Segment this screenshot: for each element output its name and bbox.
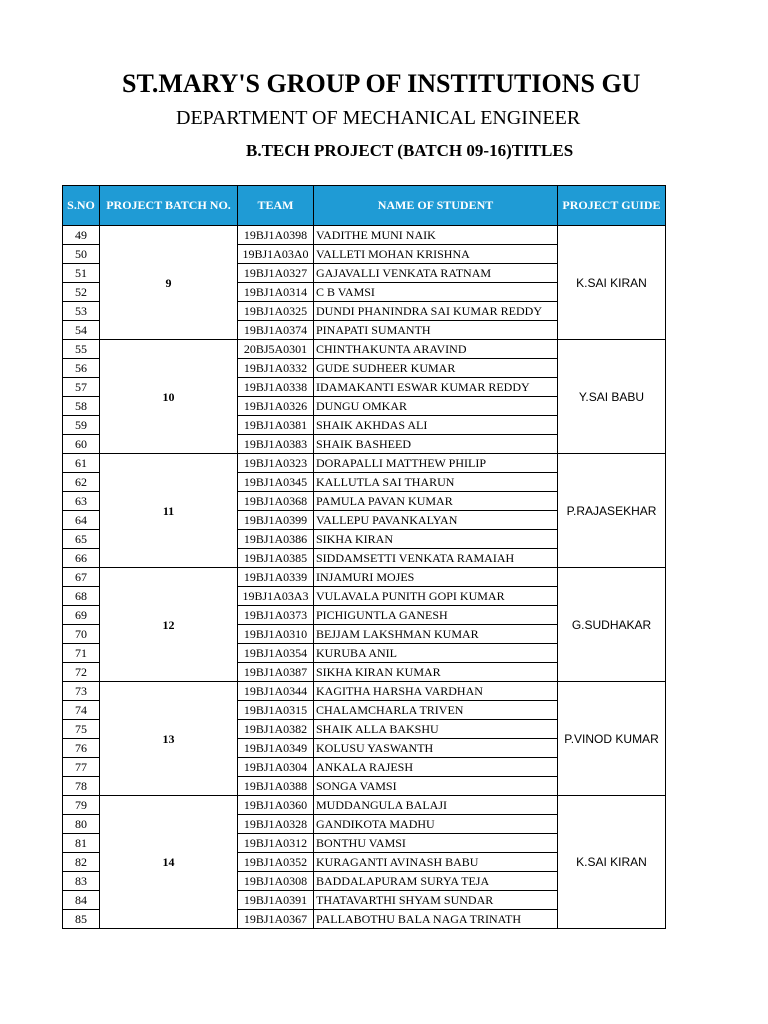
batch-number-cell: 11	[100, 454, 238, 568]
student-name-cell: KOLUSU YASWANTH	[314, 739, 558, 758]
serial-number-cell: 65	[63, 530, 100, 549]
serial-number-cell: 56	[63, 359, 100, 378]
roll-number-cell: 19BJ1A0381	[238, 416, 314, 435]
student-name-cell: ANKALA RAJESH	[314, 758, 558, 777]
student-name-cell: DUNGU OMKAR	[314, 397, 558, 416]
roll-number-cell: 19BJ1A0312	[238, 834, 314, 853]
student-name-cell: KURUBA ANIL	[314, 644, 558, 663]
roll-number-cell: 19BJ1A0360	[238, 796, 314, 815]
student-name-cell: VULAVALA PUNITH GOPI KUMAR	[314, 587, 558, 606]
serial-number-cell: 54	[63, 321, 100, 340]
serial-number-cell: 84	[63, 891, 100, 910]
batch-number-cell: 10	[100, 340, 238, 454]
serial-number-cell: 78	[63, 777, 100, 796]
student-name-cell: PAMULA PAVAN KUMAR	[314, 492, 558, 511]
table-row	[63, 226, 666, 245]
roll-number-cell: 19BJ1A0326	[238, 397, 314, 416]
student-name-cell: SIKHA KIRAN	[314, 530, 558, 549]
serial-number-cell: 49	[63, 226, 100, 245]
student-name-cell: VADITHE MUNI NAIK	[314, 226, 558, 245]
student-name-cell: PALLABOTHU BALA NAGA TRINATH	[314, 910, 558, 929]
serial-number-cell: 68	[63, 587, 100, 606]
roll-number-cell: 19BJ1A0387	[238, 663, 314, 682]
serial-number-cell: 52	[63, 283, 100, 302]
serial-number-cell: 74	[63, 701, 100, 720]
column-header-batch: PROJECT BATCH NO.	[100, 186, 238, 226]
roll-number-cell: 19BJ1A03A0	[238, 245, 314, 264]
serial-number-cell: 83	[63, 872, 100, 891]
student-name-cell: BADDALAPURAM SURYA TEJA	[314, 872, 558, 891]
serial-number-cell: 70	[63, 625, 100, 644]
serial-number-cell: 80	[63, 815, 100, 834]
serial-number-cell: 62	[63, 473, 100, 492]
student-name-cell: GUDE SUDHEER KUMAR	[314, 359, 558, 378]
student-name-cell: MUDDANGULA BALAJI	[314, 796, 558, 815]
serial-number-cell: 63	[63, 492, 100, 511]
student-name-cell: SONGA VAMSI	[314, 777, 558, 796]
roll-number-cell: 19BJ1A03A3	[238, 587, 314, 606]
serial-number-cell: 51	[63, 264, 100, 283]
roll-number-cell: 19BJ1A0367	[238, 910, 314, 929]
column-header-sno: S.NO	[63, 186, 100, 226]
roll-number-cell: 19BJ1A0398	[238, 226, 314, 245]
batch-number-cell: 14	[100, 796, 238, 929]
serial-number-cell: 72	[63, 663, 100, 682]
student-name-cell: GANDIKOTA MADHU	[314, 815, 558, 834]
serial-number-cell: 58	[63, 397, 100, 416]
roll-number-cell: 19BJ1A0310	[238, 625, 314, 644]
project-sheet	[62, 185, 667, 945]
serial-number-cell: 57	[63, 378, 100, 397]
serial-number-cell: 75	[63, 720, 100, 739]
roll-number-cell: 19BJ1A0386	[238, 530, 314, 549]
serial-number-cell: 73	[63, 682, 100, 701]
project-guide-cell: P.RAJASEKHAR	[558, 454, 666, 568]
column-header-name: NAME OF STUDENT	[314, 186, 558, 226]
serial-number-cell: 77	[63, 758, 100, 777]
student-name-cell: GAJAVALLI VENKATA RATNAM	[314, 264, 558, 283]
serial-number-cell: 82	[63, 853, 100, 872]
table-row	[63, 340, 666, 359]
roll-number-cell: 19BJ1A0314	[238, 283, 314, 302]
batch-number-cell: 12	[100, 568, 238, 682]
project-guide-cell: Y.SAI BABU	[558, 340, 666, 454]
department-title: DEPARTMENT OF MECHANICAL ENGINEER	[176, 107, 581, 129]
student-name-cell: THATAVARTHI SHYAM SUNDAR	[314, 891, 558, 910]
roll-number-cell: 19BJ1A0323	[238, 454, 314, 473]
serial-number-cell: 67	[63, 568, 100, 587]
student-name-cell: C B VAMSI	[314, 283, 558, 302]
serial-number-cell: 76	[63, 739, 100, 758]
table-body	[63, 226, 666, 929]
roll-number-cell: 19BJ1A0327	[238, 264, 314, 283]
roll-number-cell: 19BJ1A0383	[238, 435, 314, 454]
roll-number-cell: 19BJ1A0368	[238, 492, 314, 511]
project-table	[62, 185, 666, 929]
roll-number-cell: 19BJ1A0373	[238, 606, 314, 625]
roll-number-cell: 20BJ5A0301	[238, 340, 314, 359]
project-guide-cell: K.SAI KIRAN	[558, 796, 666, 929]
student-name-cell: BEJJAM LAKSHMAN KUMAR	[314, 625, 558, 644]
student-name-cell: SIKHA KIRAN KUMAR	[314, 663, 558, 682]
column-header-team: TEAM	[238, 186, 314, 226]
student-name-cell: PINAPATI SUMANTH	[314, 321, 558, 340]
roll-number-cell: 19BJ1A0345	[238, 473, 314, 492]
student-name-cell: VALLETI MOHAN KRISHNA	[314, 245, 558, 264]
student-name-cell: BONTHU VAMSI	[314, 834, 558, 853]
student-name-cell: SHAIK ALLA BAKSHU	[314, 720, 558, 739]
student-name-cell: SIDDAMSETTI VENKATA RAMAIAH	[314, 549, 558, 568]
student-name-cell: PICHIGUNTLA GANESH	[314, 606, 558, 625]
roll-number-cell: 19BJ1A0332	[238, 359, 314, 378]
serial-number-cell: 79	[63, 796, 100, 815]
roll-number-cell: 19BJ1A0304	[238, 758, 314, 777]
column-header-guide: PROJECT GUIDE	[558, 186, 666, 226]
serial-number-cell: 64	[63, 511, 100, 530]
serial-number-cell: 66	[63, 549, 100, 568]
student-name-cell: KURAGANTI AVINASH BABU	[314, 853, 558, 872]
student-name-cell: IDAMAKANTI ESWAR KUMAR REDDY	[314, 378, 558, 397]
student-name-cell: KAGITHA HARSHA VARDHAN	[314, 682, 558, 701]
roll-number-cell: 19BJ1A0388	[238, 777, 314, 796]
student-name-cell: CHINTHAKUNTA ARAVIND	[314, 340, 558, 359]
serial-number-cell: 85	[63, 910, 100, 929]
student-name-cell: DUNDI PHANINDRA SAI KUMAR REDDY	[314, 302, 558, 321]
table-row	[63, 682, 666, 701]
roll-number-cell: 19BJ1A0349	[238, 739, 314, 758]
student-name-cell: CHALAMCHARLA TRIVEN	[314, 701, 558, 720]
student-name-cell: KALLUTLA SAI THARUN	[314, 473, 558, 492]
roll-number-cell: 19BJ1A0328	[238, 815, 314, 834]
serial-number-cell: 81	[63, 834, 100, 853]
roll-number-cell: 19BJ1A0325	[238, 302, 314, 321]
table-row	[63, 568, 666, 587]
serial-number-cell: 71	[63, 644, 100, 663]
institution-title: ST.MARY'S GROUP OF INSTITUTIONS GU	[122, 69, 641, 98]
serial-number-cell: 60	[63, 435, 100, 454]
student-name-cell: SHAIK BASHEED	[314, 435, 558, 454]
roll-number-cell: 19BJ1A0308	[238, 872, 314, 891]
roll-number-cell: 19BJ1A0354	[238, 644, 314, 663]
project-guide-cell: G.SUDHAKAR	[558, 568, 666, 682]
serial-number-cell: 50	[63, 245, 100, 264]
roll-number-cell: 19BJ1A0374	[238, 321, 314, 340]
roll-number-cell: 19BJ1A0399	[238, 511, 314, 530]
serial-number-cell: 53	[63, 302, 100, 321]
batch-number-cell: 13	[100, 682, 238, 796]
serial-number-cell: 55	[63, 340, 100, 359]
roll-number-cell: 19BJ1A0344	[238, 682, 314, 701]
batch-number-cell: 9	[100, 226, 238, 340]
table-header-row	[63, 186, 666, 226]
roll-number-cell: 19BJ1A0338	[238, 378, 314, 397]
project-guide-cell: K.SAI KIRAN	[558, 226, 666, 340]
serial-number-cell: 69	[63, 606, 100, 625]
student-name-cell: VALLEPU PAVANKALYAN	[314, 511, 558, 530]
student-name-cell: DORAPALLI MATTHEW PHILIP	[314, 454, 558, 473]
serial-number-cell: 59	[63, 416, 100, 435]
table-row	[63, 796, 666, 815]
serial-number-cell: 61	[63, 454, 100, 473]
student-name-cell: INJAMURI MOJES	[314, 568, 558, 587]
table-row	[63, 454, 666, 473]
roll-number-cell: 19BJ1A0352	[238, 853, 314, 872]
roll-number-cell: 19BJ1A0315	[238, 701, 314, 720]
document-subtitle: B.TECH PROJECT (BATCH 09-16)TITLES	[246, 141, 574, 160]
roll-number-cell: 19BJ1A0391	[238, 891, 314, 910]
roll-number-cell: 19BJ1A0385	[238, 549, 314, 568]
student-name-cell: SHAIK AKHDAS ALI	[314, 416, 558, 435]
project-guide-cell: P.VINOD KUMAR	[558, 682, 666, 796]
roll-number-cell: 19BJ1A0339	[238, 568, 314, 587]
roll-number-cell: 19BJ1A0382	[238, 720, 314, 739]
